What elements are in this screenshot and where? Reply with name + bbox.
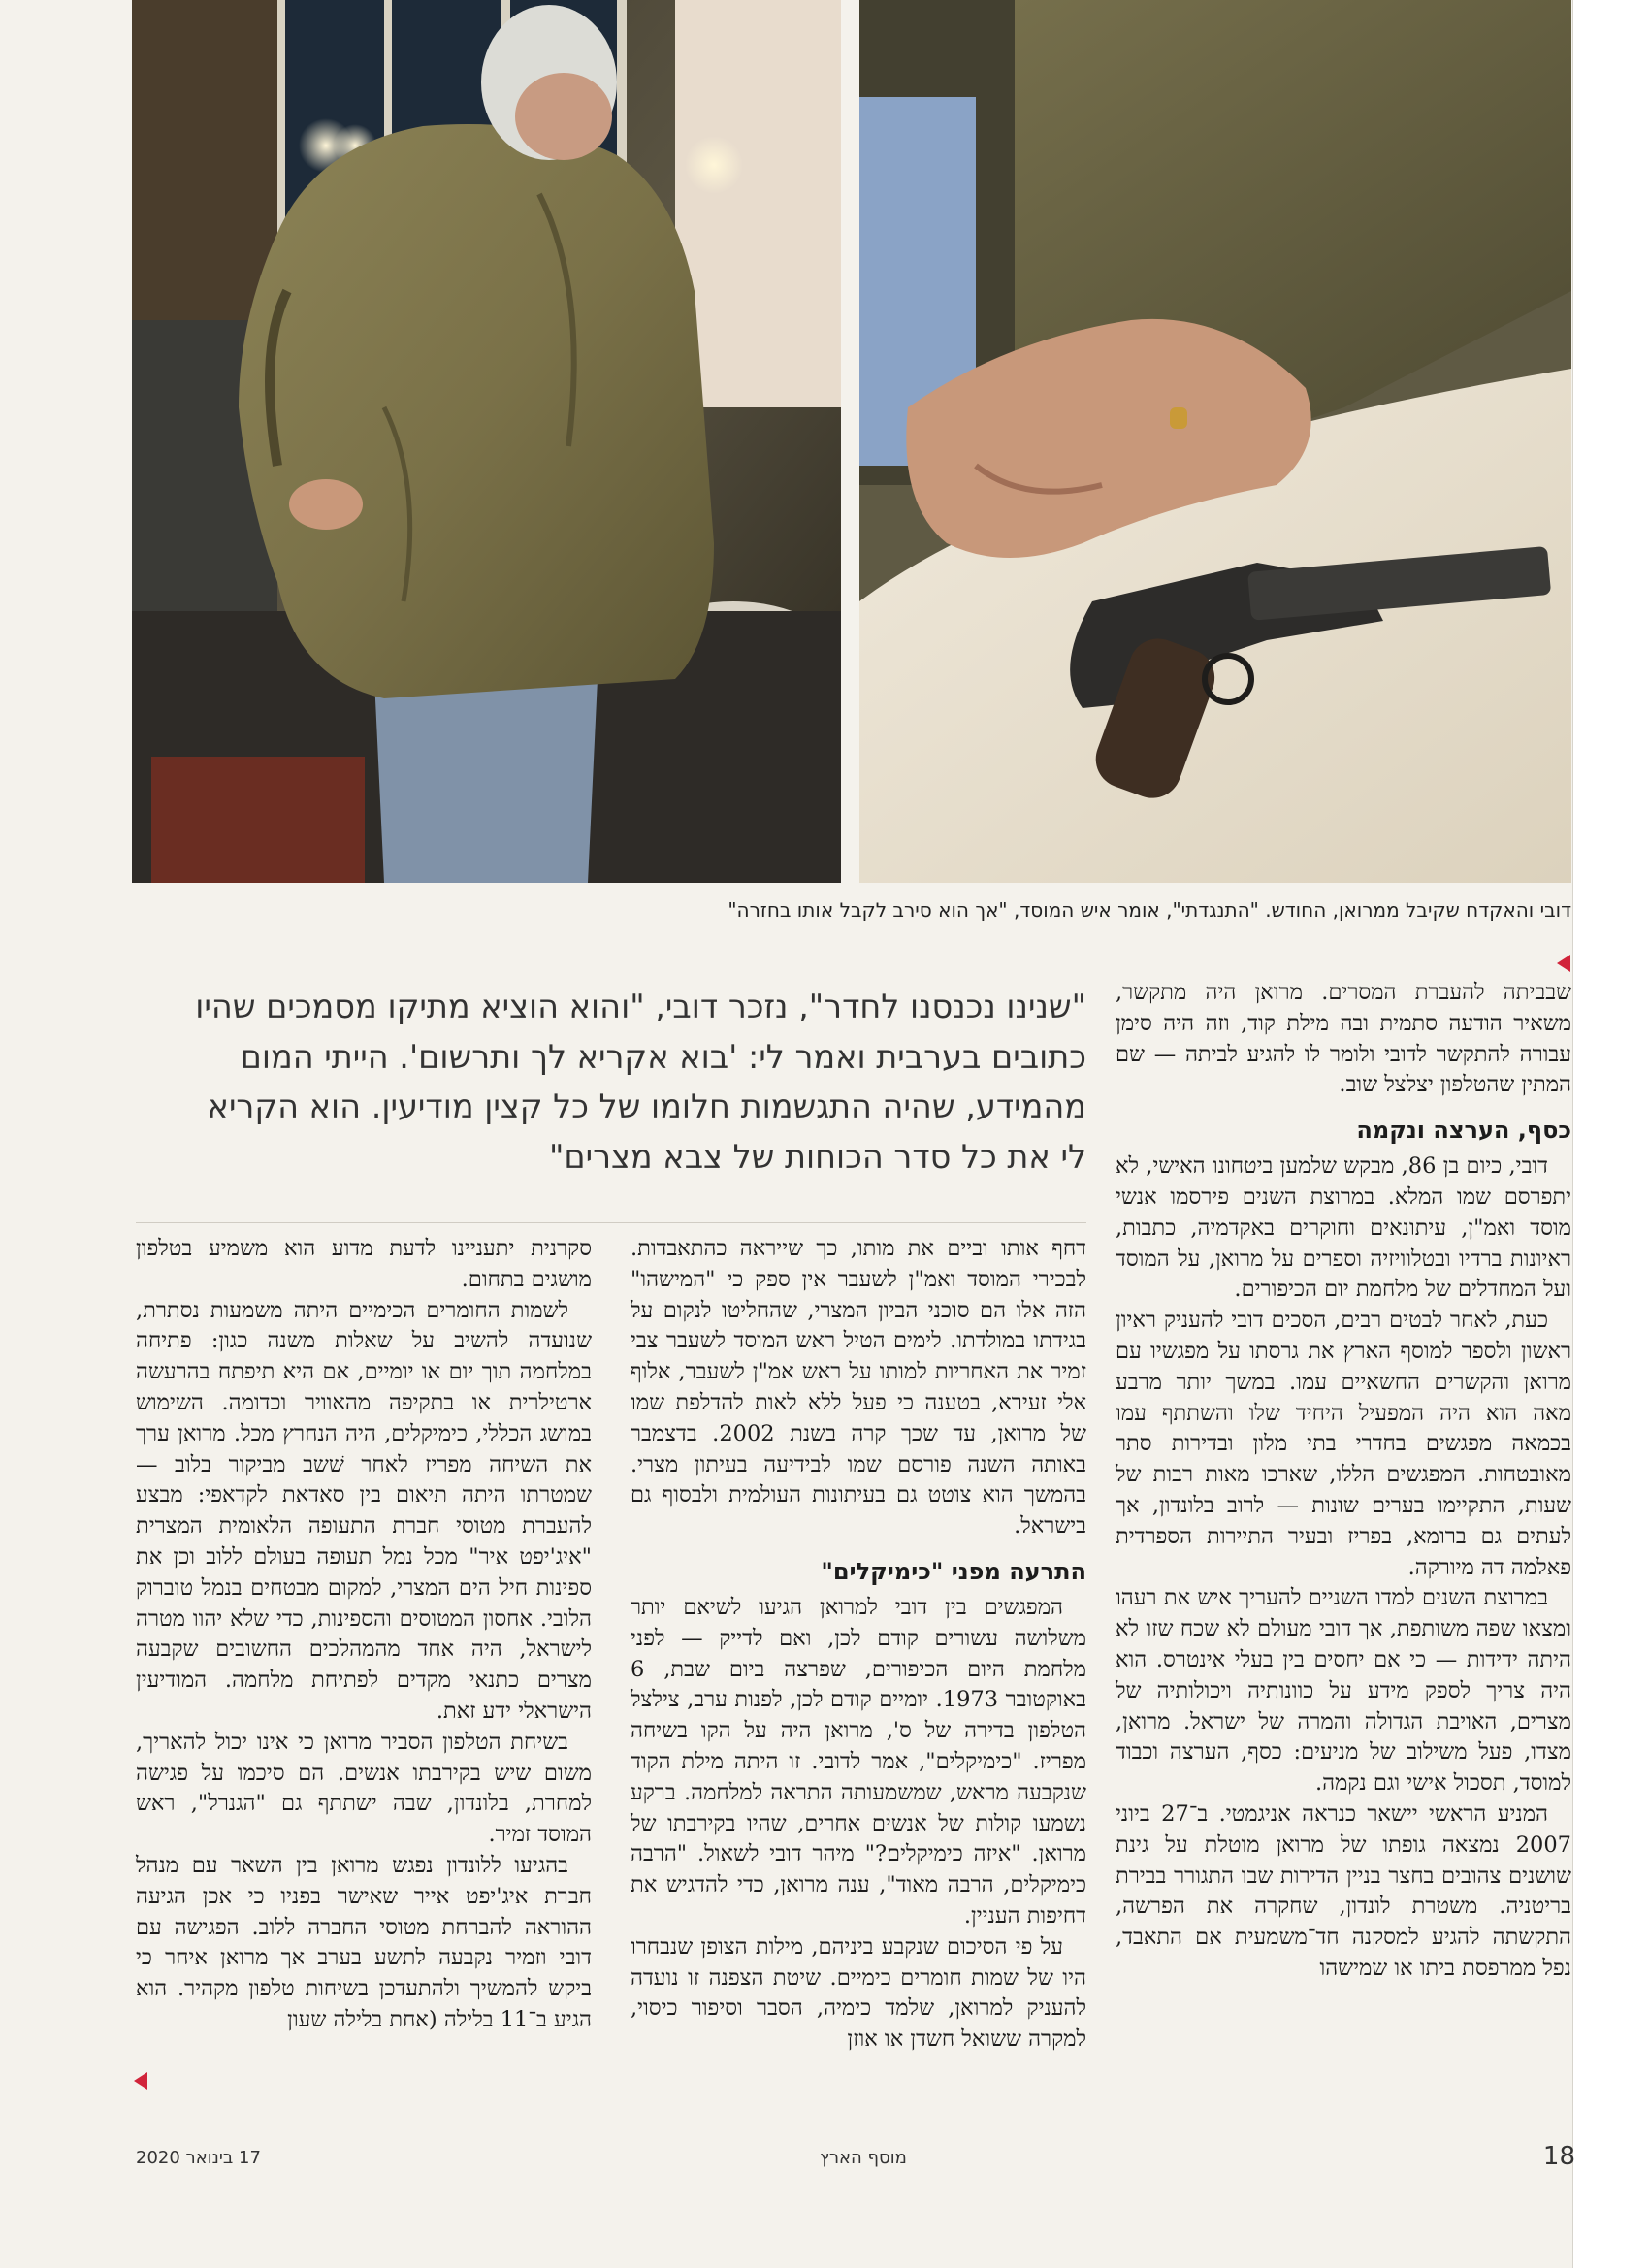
page-edge: [1572, 0, 1649, 2268]
paragraph: כעת, לאחר לבטים רבים, הסכים דובי להעניק ראיון ראשון ולספר למוסף הארץ את גרסתו על מפגשיו עם מרואן והקשרים החשאיים עמו. במשך יותר מרבע מאה הוא היה המפעיל היחיד שלו והשתתף עמו בכמאה מפגשים בחדרי בתי מלון ובדירות סתר מאובטחות. המפגשים הללו, שארכו מאות רבות של שעות, התקיימו בערים שונות — לרוב בלונדון, אך לעתים גם ברומא, בפריז ובעיר התיירות הספרדית פאלמה דה מיורקה.: [1116, 1308, 1571, 1580]
paragraph: על פי הסיכום שנקבע ביניהם, מילות הצופן שנבחרו היו של שמות חומרים כימיים. שיטת הצפנה זו נועדה להעניק למרואן, שלמד כימיה, הסבר וסיפור כיסוי, למקרה ששואל חשדן או אוזן: [630, 1933, 1086, 2053]
paragraph: במרוצת השנים למדו השניים להעריך איש את רעהו ומצאו שפה משותפת, אך דובי מעולם לא שכח שזו לא היתה ידידות — כי אם יחסים בין בעלי אינטרס. הוא היה צריך לספק מידע על כוונותיה ויכולותיה של מצרים, האויבת הגדולה והמרה של ישראל. מרואן, מצדו, פעל משילוב של מניעים: כסף, הערצה וכבוד למוסד, תסכול אישי וגם נקמה.: [1116, 1585, 1571, 1797]
issue-date: 17 בינואר 2020: [136, 2148, 261, 2168]
photo-revolver-on-table-image: [859, 0, 1571, 883]
photo-caption: דובי והאקדח שקיבל ממרואן, החודש. "התנגדתי", אומר איש המוסד, "אך הוא סירב לקבל אותו בחזרה": [728, 898, 1571, 922]
photo-revolver-on-table: [859, 0, 1571, 883]
paragraph: המניע הראשי יישאר כנראה אניגמטי. ב־27 ביוני 2007 נמצאה גופתו של מרואן מוטלת על גינת שושנים צהובים בחצר בניין הדירות שבו התגורר בבירת בריטניה. משטרת לונדון, שחקרה את הפרשה, התקשתה להגיע למסקנה חד־משמעית אם התאבד, נפל ממרפסת ביתו או שמישהו: [1116, 1800, 1571, 1981]
subheading: כסף, הערצה ונקמה: [1356, 1117, 1571, 1145]
paragraph: שבביתה להעברת המסרים. מרואן היה מתקשר, משאיר הודעה סתמית ובה מילת קוד, וזה היה סימן עבורה להתקשר לדובי ולומר לו להגיע לביתה — שם המתין שהטלפון יצלצל שוב.: [1116, 980, 1571, 1098]
article-column-left: [136, 1234, 592, 2036]
page-number: 18: [1542, 2142, 1575, 2171]
article-column-middle: [630, 1234, 1086, 2056]
photo-man-from-behind: [132, 0, 841, 883]
publication-name: מוסף הארץ: [820, 2148, 907, 2168]
pull-quote: "שנינו נכנסנו לחדר", נזכר דובי, "והוא הוציא מתיקו מסמכים שהיו כתובים בערבית ואמר לי: 'בוא אקריא לך ותרשום'. הייתי המום מהמידע, שהיה התגשמות חלומו של כל קצין מודיעין. הוא הקריא לי את כל סדר הכוחות של צבא מצרים": [195, 988, 1086, 1176]
subheading: התרעה מפני "כימיקלים": [821, 1557, 1086, 1585]
continuation-marker-top: [1557, 955, 1570, 972]
continuation-marker-bottom: [134, 2072, 147, 2090]
paragraph: המפגשים בין דובי למרואן הגיעו לשיאם יותר משלושה עשורים קודם לכן, ואם לדייק — לפני מלחמת היום הכיפורים, שפרצה ביום שבת, 6 באוקטובר 1973. יומיים קודם לכן, לפנות ערב, צילצל הטלפון בדירה של ס', מרואן היה על הקו בשיחה מפריז. "כימיקלים", אמר לדובי. זו היתה מילת הקוד שנקבעה מראש, שמשמעותה התראה למלחמה. ברקע נשמעו קולות של אנשים אחרים, שהיו בקירבתו של מרואן. "איזה כימיקלים?" מיהר דובי לשאול. "הרבה כימיקלים, הרבה מאוד", ענה מרואן, כדי להדגיש את דחיפות העניין.: [630, 1594, 1086, 1928]
paragraph: דחף אותו וביים את מותו, כך שייראה כהתאבדות. לבכירי המוסד ואמ"ן לשעבר אין ספק כי "המישהו" הזה אלו הם סוכני הביון המצרי, שהחליטו לנקום על בגידתו במולדתו. לימים הטיל ראש המוסד לשעבר צבי זמיר את האחריות למותו על ראש אמ"ן לשעבר, אלוף אלי זעירא, בטענה כי פעל ללא לאות להדלפת שמו של מרואן, עד שכך קרה בשנת 2002. בדצמבר באותה השנה פורסם שמו לבידיעה בעיתון מצרי. בהמשך הוא צוטט גם בעיתונות העולמית ולבסוף גם בישראל.: [630, 1236, 1086, 1539]
article-column-right: [1116, 978, 1571, 1985]
paragraph: סקרנית יתעניינו לדעת מדוע הוא משמיע בטלפון מושגים בתחום.: [136, 1236, 592, 1292]
paragraph: בשיחת הטלפון הסביר מרואן כי אינו יכול להאריך, משום שיש בקירבתו אנשים. הם סיכמו על פגישה למחרת, בלונדון, שבה ישתתף גם "הגנרל", ראש המוסד זמיר.: [136, 1729, 592, 1848]
paragraph: דובי, כיום בן 86, מבקש שלמען ביטחונו האישי, לא יתפרסם שמו המלא. במרוצת השנים פירסמו אנשי מוסד ואמ"ן, עיתונאים וחוקרים באקדמיה, כתבות, ראיונות ברדיו ובטלוויזיה וספרים על מרואן, על המוסד ועל המחדלים של מלחמת יום הכיפורים.: [1116, 1153, 1571, 1303]
paragraph: בהגיעו ללונדון נפגש מרואן בין השאר עם מנהל חברת איג'יפט אייר שאישר בפניו כי אכן הגיעה ההוראה להברחת מטוסי החברה ללוב. הפגישה עם דובי וזמיר נקבעה לתשע בערב אך מרואן איחר כי ביקש להמשיך ולהתעדכן בשיחות טלפון מקהיר. הוא הגיע ב־11 בלילה (אחת בלילה שעון: [136, 1852, 592, 2032]
pull-quote-divider: [136, 1222, 1086, 1223]
paragraph: לשמות החומרים הכימיים היתה משמעות נסתרת, שנועדה להשיב על שאלות משנה כגון: פתיחה במלחמה תוך יום או יומיים, אם היא תיפתח בהרעשה ארטילרית או בתקיפה מהאוויר וכדומה. השימוש במושג הכללי, כימיקלים, היה הנחרץ מכל. מרואן ערך את השיחה מפריז לאחר שׁשב מביקור בלוב — שמטרתו היתה תיאום בין סאדאת לקדאפי: מבצע להעברת מטוסי חברת התעופה הלאומית המצרית "איג'יפט איר" מכל נמל תעופה בעולם ללוב וכן את ספינות חיל הים המצרי, למקום מבטחים בנמל טוברוק הלובי. אחסון המטוסים והספינות, כדי שלא יהוו מטרה לישראל, היה אחד מהמהלכים החשובים שקבעה מצרים כתנאי מקדים לפתיחת מלחמה. המודיעין הישראלי ידע זאת.: [136, 1297, 592, 1724]
photo-man-from-behind-image: [132, 0, 841, 883]
